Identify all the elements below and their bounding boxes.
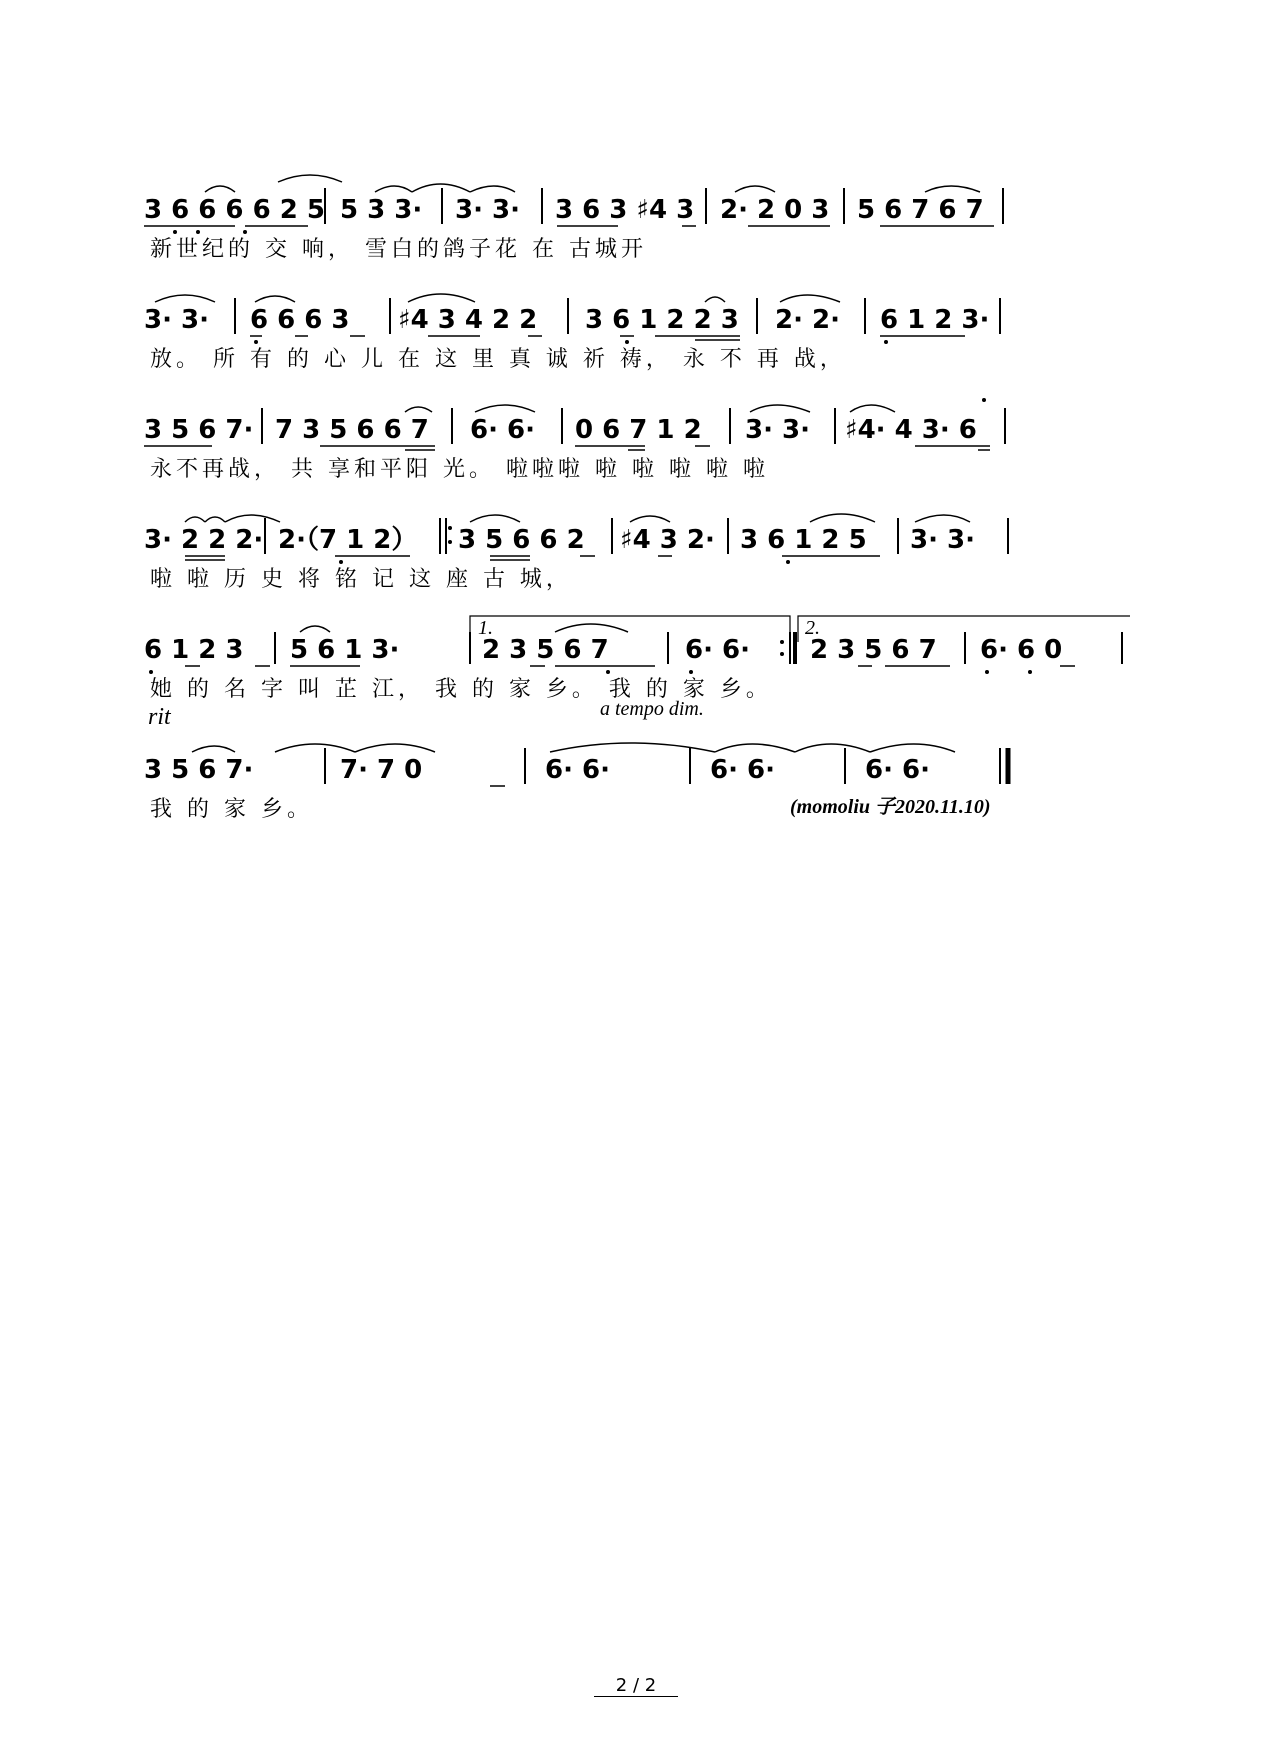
svg-text:2 3 5 6 7: 2 3 5 6 7	[482, 635, 609, 665]
svg-text:6· 6·: 6· 6·	[470, 415, 535, 445]
lyric-line: 新世纪的 交 响， 雪白的鸽子花 在 古城开	[150, 237, 647, 262]
svg-text:♯4· 4 3· 6: ♯4· 4 3· 6	[845, 415, 977, 445]
svg-text:2· 2 0 3: 2· 2 0 3	[720, 195, 830, 225]
lyric-line: 我 的 家 乡。	[150, 797, 313, 822]
svg-text:5 6 1 3·: 5 6 1 3·	[290, 635, 400, 665]
svg-text:3 5 6 7·: 3 5 6 7·	[144, 415, 254, 445]
svg-text:3· 3·: 3· 3·	[455, 195, 520, 225]
lyric-line: 永不再战， 共 享和平阳 光。 啦啦啦 啦 啦 啦 啦 啦	[150, 457, 769, 482]
svg-text:♯4 3 4 2 2: ♯4 3 4 2 2	[398, 305, 538, 335]
svg-text:3· 3·: 3· 3·	[745, 415, 810, 445]
svg-text:7 3 5 6 6 7: 7 3 5 6 6 7	[275, 415, 429, 445]
score-row-6	[144, 698, 1130, 830]
svg-text:3 6 6 6 6 2 5: 3 6 6 6 6 2 5	[144, 195, 325, 225]
svg-text:2 3 5 6 7: 2 3 5 6 7	[810, 635, 937, 665]
volta-2-label: 2.	[805, 617, 820, 639]
author-signature: (momoliu 子2020.11.10)	[790, 796, 991, 818]
svg-text:3 6 1 2 5: 3 6 1 2 5	[740, 525, 867, 555]
svg-text:0 6 7 1 2: 0 6 7 1 2	[575, 415, 702, 445]
svg-text:6 1 2 3: 6 1 2 3	[144, 635, 244, 665]
notation-svg	[144, 290, 1130, 350]
score-row-3	[144, 400, 1130, 490]
lyric-line: 放。 所 有 的 心 儿 在 这 里 真 诚 祈 祷， 永 不 再 战，	[150, 347, 846, 372]
svg-text:7· 7 0: 7· 7 0	[340, 755, 423, 785]
svg-text:5 3 3·: 5 3 3·	[340, 195, 423, 225]
svg-text:3· 3·: 3· 3·	[144, 305, 209, 335]
svg-text:3 6 1 2 2 3: 3 6 1 2 2 3	[585, 305, 739, 335]
svg-text:3· 3·: 3· 3·	[910, 525, 975, 555]
svg-text:6 1 2 3·: 6 1 2 3·	[880, 305, 990, 335]
svg-text:6· 6 0: 6· 6 0	[980, 635, 1063, 665]
notation-line	[144, 617, 1130, 665]
notation-line	[144, 740, 1130, 785]
notation-line	[144, 400, 1130, 445]
page-footer	[0, 1675, 1272, 1696]
svg-text:6· 6·: 6· 6·	[710, 755, 775, 785]
svg-text:6· 6·: 6· 6·	[685, 635, 750, 665]
notation-line	[144, 180, 1130, 225]
svg-text:3 6 3 ♯4 3: 3 6 3 ♯4 3	[555, 195, 695, 225]
tempo-marking: a tempo dim.	[600, 698, 704, 720]
rit-marking: rit	[148, 704, 171, 730]
score-row-5	[144, 617, 1130, 710]
lyric-line: 她 的 名 字 叫 芷 江， 我 的 家 乡。 我 的 家 乡。	[150, 677, 772, 702]
svg-text:2·（7 1 2）: 2·（7 1 2）	[278, 525, 418, 555]
notation-svg	[144, 180, 1130, 240]
svg-text:3 5 6 6 2: 3 5 6 6 2	[458, 525, 585, 555]
page-number: 2 / 2	[594, 1675, 678, 1697]
score-row-1	[144, 180, 1130, 270]
svg-text:♯4 3 2·: ♯4 3 2·	[620, 525, 715, 555]
svg-text:3· 2 2 2·: 3· 2 2 2·	[144, 525, 264, 555]
svg-text:6· 6·: 6· 6·	[545, 755, 610, 785]
score-row-4	[144, 510, 1130, 600]
volta-1-label: 1.	[478, 617, 493, 639]
notation-line	[144, 510, 1130, 555]
svg-text:2· 2·: 2· 2·	[775, 305, 840, 335]
svg-text:6· 6·: 6· 6·	[865, 755, 930, 785]
lyric-line: 啦 啦 历 史 将 铭 记 这 座 古 城，	[150, 567, 572, 592]
notation-line	[144, 290, 1130, 335]
notation-svg	[144, 617, 1130, 680]
notation-svg	[144, 510, 1130, 570]
svg-text:6 6 6 3: 6 6 6 3	[250, 305, 350, 335]
svg-text:5 6 7 6 7: 5 6 7 6 7	[857, 195, 984, 225]
score-row-2	[144, 290, 1130, 380]
notation-svg	[144, 400, 1130, 460]
svg-text:3 5 6 7·: 3 5 6 7·	[144, 755, 254, 785]
